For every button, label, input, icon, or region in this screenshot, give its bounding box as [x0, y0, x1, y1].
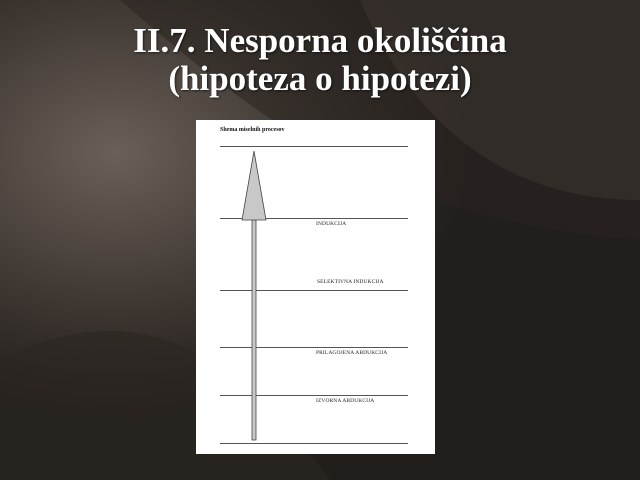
- stage-label-selective-induction: SELEKTIVNA INDUKCIJA: [317, 279, 384, 285]
- stage-label-induction: INDUKCIJA: [316, 221, 347, 227]
- title-line-2: (hipoteza o hipotezi): [168, 59, 472, 98]
- stage-label-adapted-abduction: PRILAGOJENA ABDUKCIJA: [316, 350, 388, 356]
- slide-title: [0, 22, 640, 98]
- stage-label-original-abduction: IZVORNA ABDUKCIJA: [316, 398, 375, 404]
- title-line-1: II.7. Nesporna okoliščina: [133, 21, 507, 60]
- diagram-heading: Shema miselnih procesov: [220, 127, 285, 133]
- diagram-document: [196, 120, 435, 454]
